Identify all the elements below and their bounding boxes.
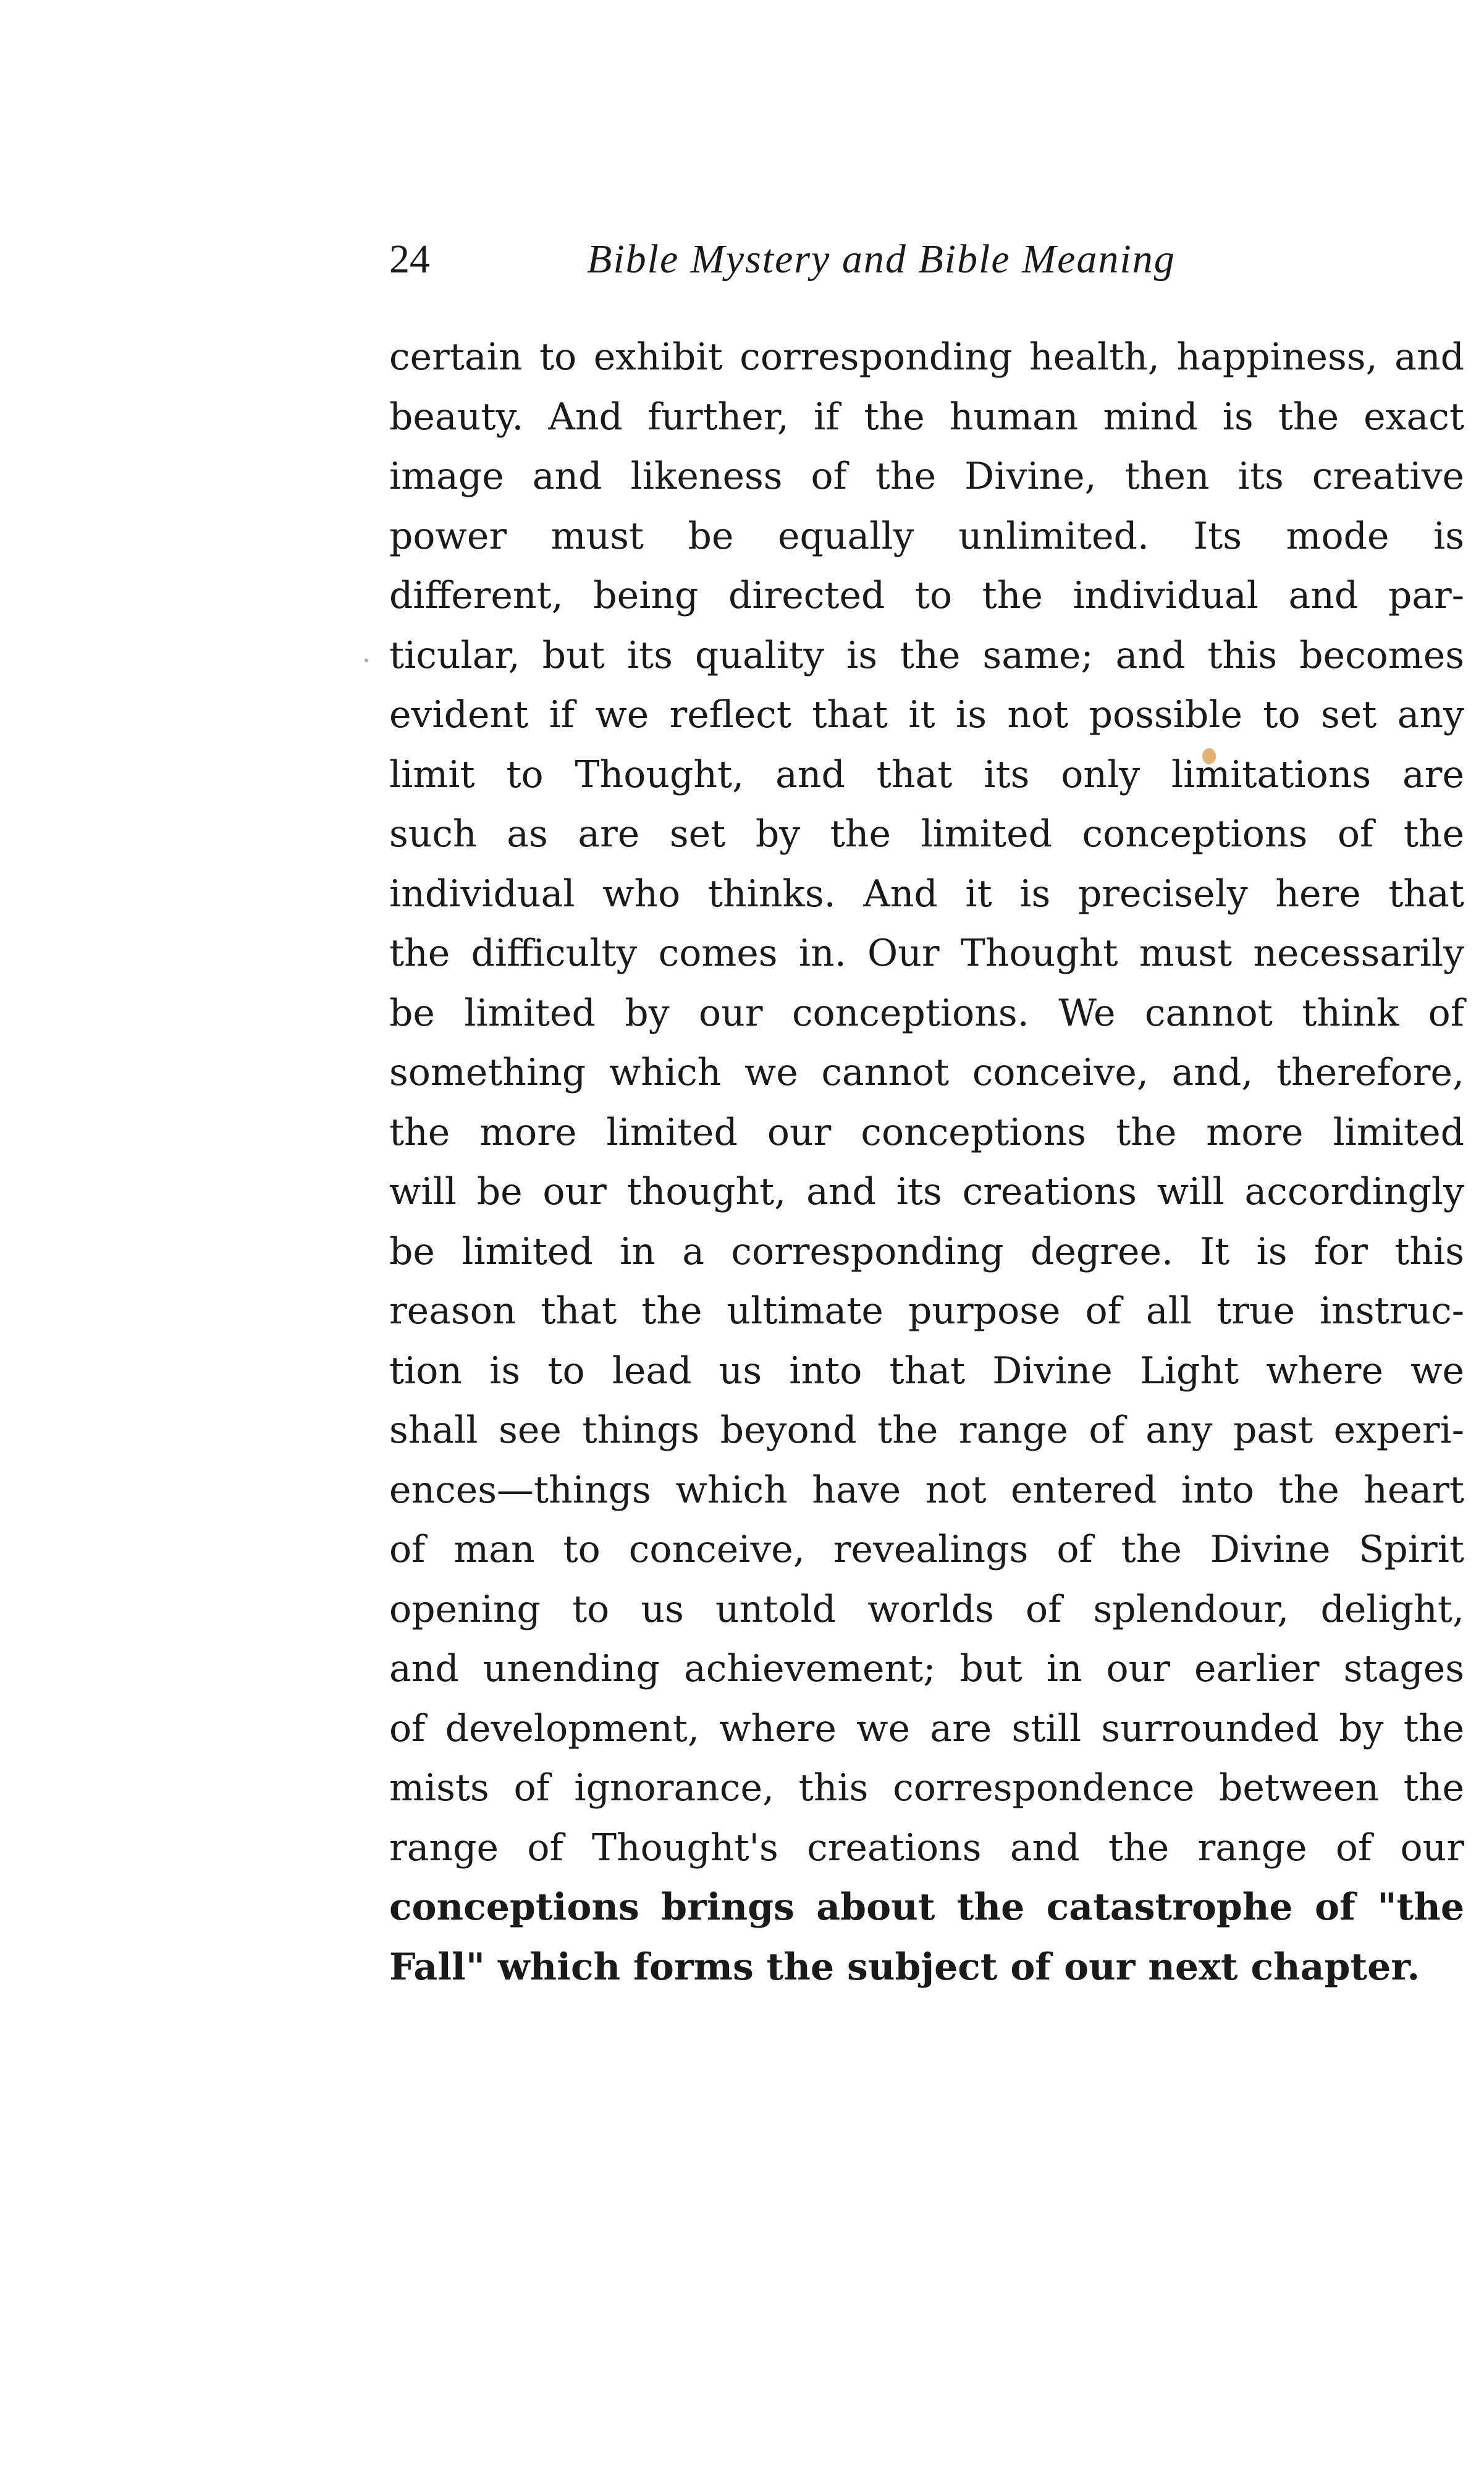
text-line: opening to us untold worlds of splendour, delight, — [389, 1587, 1464, 1631]
text-line: something which we cannot conceive, and, therefore, — [389, 1051, 1464, 1094]
text-line: ences—things which have not entered into the heart — [389, 1468, 1464, 1512]
text-line: be limited in a corresponding degree. It is for this — [389, 1229, 1464, 1273]
running-head — [389, 222, 1285, 297]
text-line: beauty. And further, if the human mind is the exact — [389, 395, 1464, 439]
running-title: Bible Mystery and Bible Meaning — [587, 237, 1176, 282]
page-number: 24 — [389, 237, 430, 282]
text-line: the more limited our conceptions the more limited — [389, 1110, 1464, 1154]
text-line: such as are set by the limited conceptions of the — [389, 812, 1464, 856]
text-line: certain to exhibit corresponding health, happiness, and — [389, 335, 1464, 379]
text-line: and unending achievement; but in our earlier stages — [389, 1647, 1464, 1690]
text-line: reason that the ultimate purpose of all true instruc- — [389, 1289, 1464, 1333]
text-line: Fall" which forms the subject of our next chapter. — [389, 1945, 1420, 1989]
text-line: different, being directed to the individual and par- — [389, 574, 1464, 617]
margin-speck — [365, 659, 368, 662]
text-line: of man to conceive, revealings of the Divine Spirit — [389, 1528, 1464, 1571]
text-line: will be our thought, and its creations will accordingly — [389, 1170, 1464, 1213]
text-line: of development, where we are still surrounded by the — [389, 1706, 1464, 1750]
text-line: tion is to lead us into that Divine Light where we — [389, 1349, 1464, 1393]
text-line: mists of ignorance, this correspondence between the — [389, 1766, 1464, 1810]
text-line: range of Thought's creations and the range of our — [389, 1826, 1464, 1870]
text-line: be limited by our conceptions. We cannot think of — [389, 991, 1464, 1035]
text-line: limit to Thought, and that its only limitations are — [389, 753, 1464, 796]
body-text — [389, 327, 1464, 1997]
text-line: evident if we reflect that it is not possible to set any — [389, 693, 1464, 736]
text-line: power must be equally unlimited. Its mode is — [389, 514, 1464, 558]
text-line: image and likeness of the Divine, then its creative — [389, 455, 1464, 498]
text-line: ticular, but its quality is the same; and this becomes — [389, 633, 1464, 677]
text-line: shall see things beyond the range of any past experi- — [389, 1409, 1464, 1452]
text-line: conceptions brings about the catastrophe of "the — [389, 1886, 1464, 1929]
text-line: the difficulty comes in. Our Thought must necessarily — [389, 932, 1464, 975]
text-line: individual who thinks. And it is precisely here that — [389, 872, 1464, 916]
